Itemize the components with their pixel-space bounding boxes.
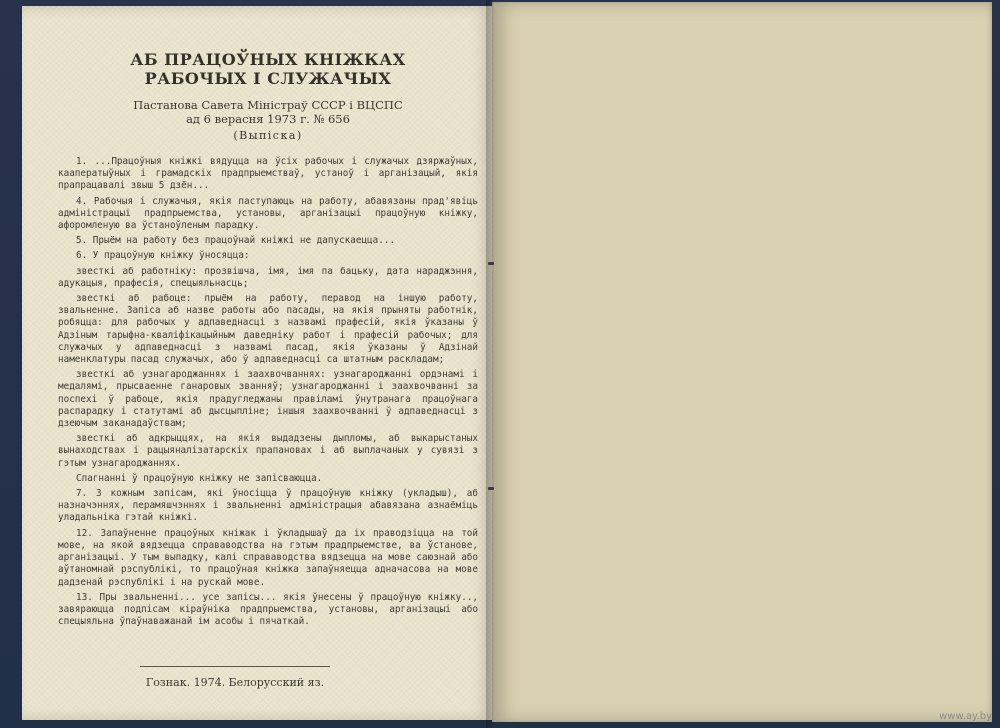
paragraph: 5. Прыём на работу без працоўнай кніжкі не дапускаецца...: [76, 235, 396, 247]
paragraph: звесткі аб узнагароджаннях і заахвочваннях: узнагароджанні ордэнамі і медалямі, прысваенне ганаровых званняў; узнагароджанні і заахвочванні за поспехі ў рабоце, якія прадугледжаны правіламі ўнутранага працоўнага распарадку і статутамі аб дысцыпліне; іншыя заахвочванні ў адпаведнасці з дзеючым заканадаўствам;: [58, 369, 478, 430]
staple: [488, 262, 494, 265]
paragraph: звесткі аб работніку: прозвішча, імя, імя па бацьку, дата нараджэння, адукацыя, прафесія, спецыяльнасць;: [58, 265, 478, 289]
document-text: [58, 50, 478, 631]
paragraph: 4. Рабочыя і служачыя, якія паступаюць на работу, абавязаны прад'явіць адміністрацыі прадпрыемства, установы, арганізацыі працоўную кніжку, афоромленую ва ўстаноўленым парадку.: [58, 195, 478, 232]
book-spine: [486, 0, 494, 728]
paragraph: 6. У працоўную кніжку ўносяцца:: [76, 250, 250, 262]
footer-rule: [140, 666, 330, 667]
title-line-1: АБ ПРАЦОЎНЫХ КНІЖКАХ: [130, 50, 406, 69]
paragraph: 12. Запаўненне працоўных кніжак і ўкладышаў да іх праводзіцца на той мове, на якой вядзецца справаводства на гэтым прадпрыемстве, ва ўстанове, арганізацыі. У тым выпадку, калі справаводства вядзецца на мове саюзнай або аўтаномнай рэспублікі, то працоўная кніжка запаўняецца адначасова на мове дадзенай рэспублікі і на рускай мове.: [58, 527, 478, 588]
printer-imprint: Гознак. 1974. Белорусский яз.: [145, 676, 325, 689]
subtitle-line-2: ад 6 верасня 1973 г. № 656: [186, 112, 350, 126]
paragraph: 7. З кожным запісам, які ўносіцца ў працоўную кніжку (укладыш), аб назначэннях, перамяшчэннях і звальненні адміністрацыя абавязана азнаёміць уладальніка гэтай кніжкі.: [58, 488, 478, 524]
paragraph: 1. ...Працоўныя кніжкі вядуцца на ўсіх рабочых і служачых дзяржаўных, кааператыўных і грамадскіх прадпрыемстваў, устаноў і арганізацый, якія прапрацавалі звыш 5 дзён...: [58, 156, 478, 192]
document-subtitle: [58, 98, 478, 126]
title-line-2: РАБОЧЫХ І СЛУЖАЧЫХ: [144, 69, 392, 88]
right-page-blank: [492, 2, 992, 722]
paragraph: Спагнанні ў працоўную кніжку не запісваюцца.: [76, 472, 323, 484]
document-title: [58, 50, 478, 88]
paragraph: 13. Пры звальненні... усе запісы... якія ўнесены ў працоўную кніжку.., завяраюцца подпісам кіраўніка прадпрыемства, установы, арганізацыі або спецыяльна ўпаўнаважанай ім асобы і пячаткай.: [58, 591, 478, 628]
paragraph: звесткі аб адкрыццях, на якія выдадзены дыпломы, аб выкарыстаных вынаходствах і рацыяналізатарскіх прапановах і аб выплачаных у сувязі з гэтым узнагароджаннях.: [58, 433, 478, 469]
site-watermark: www.ay.by: [939, 711, 992, 722]
staple: [488, 487, 494, 490]
paragraph: звесткі аб рабоце: прыём на работу, перавод на іншую работу, звальненне. Запіса аб назве работы або пасады, на якія прыняты работнік, робяцца: для рабочых у адпаведнасці з назвамі прафесій, якія ўказаны ў Адзіным тарыфна-кваліфікацыйным даведніку работ і прафесій рабочых; для служачых у адпаведнасці з назвамі пасад, якія ўказаны ў Адзінай наменклатуры пасад служачых, або ў адпаведнасці са штатным раскладам;: [58, 293, 478, 366]
subtitle-line-1: Пастанова Савета Міністраў СССР і ВЦСПС: [133, 98, 403, 112]
extract-label: (Выпіска): [233, 129, 303, 142]
